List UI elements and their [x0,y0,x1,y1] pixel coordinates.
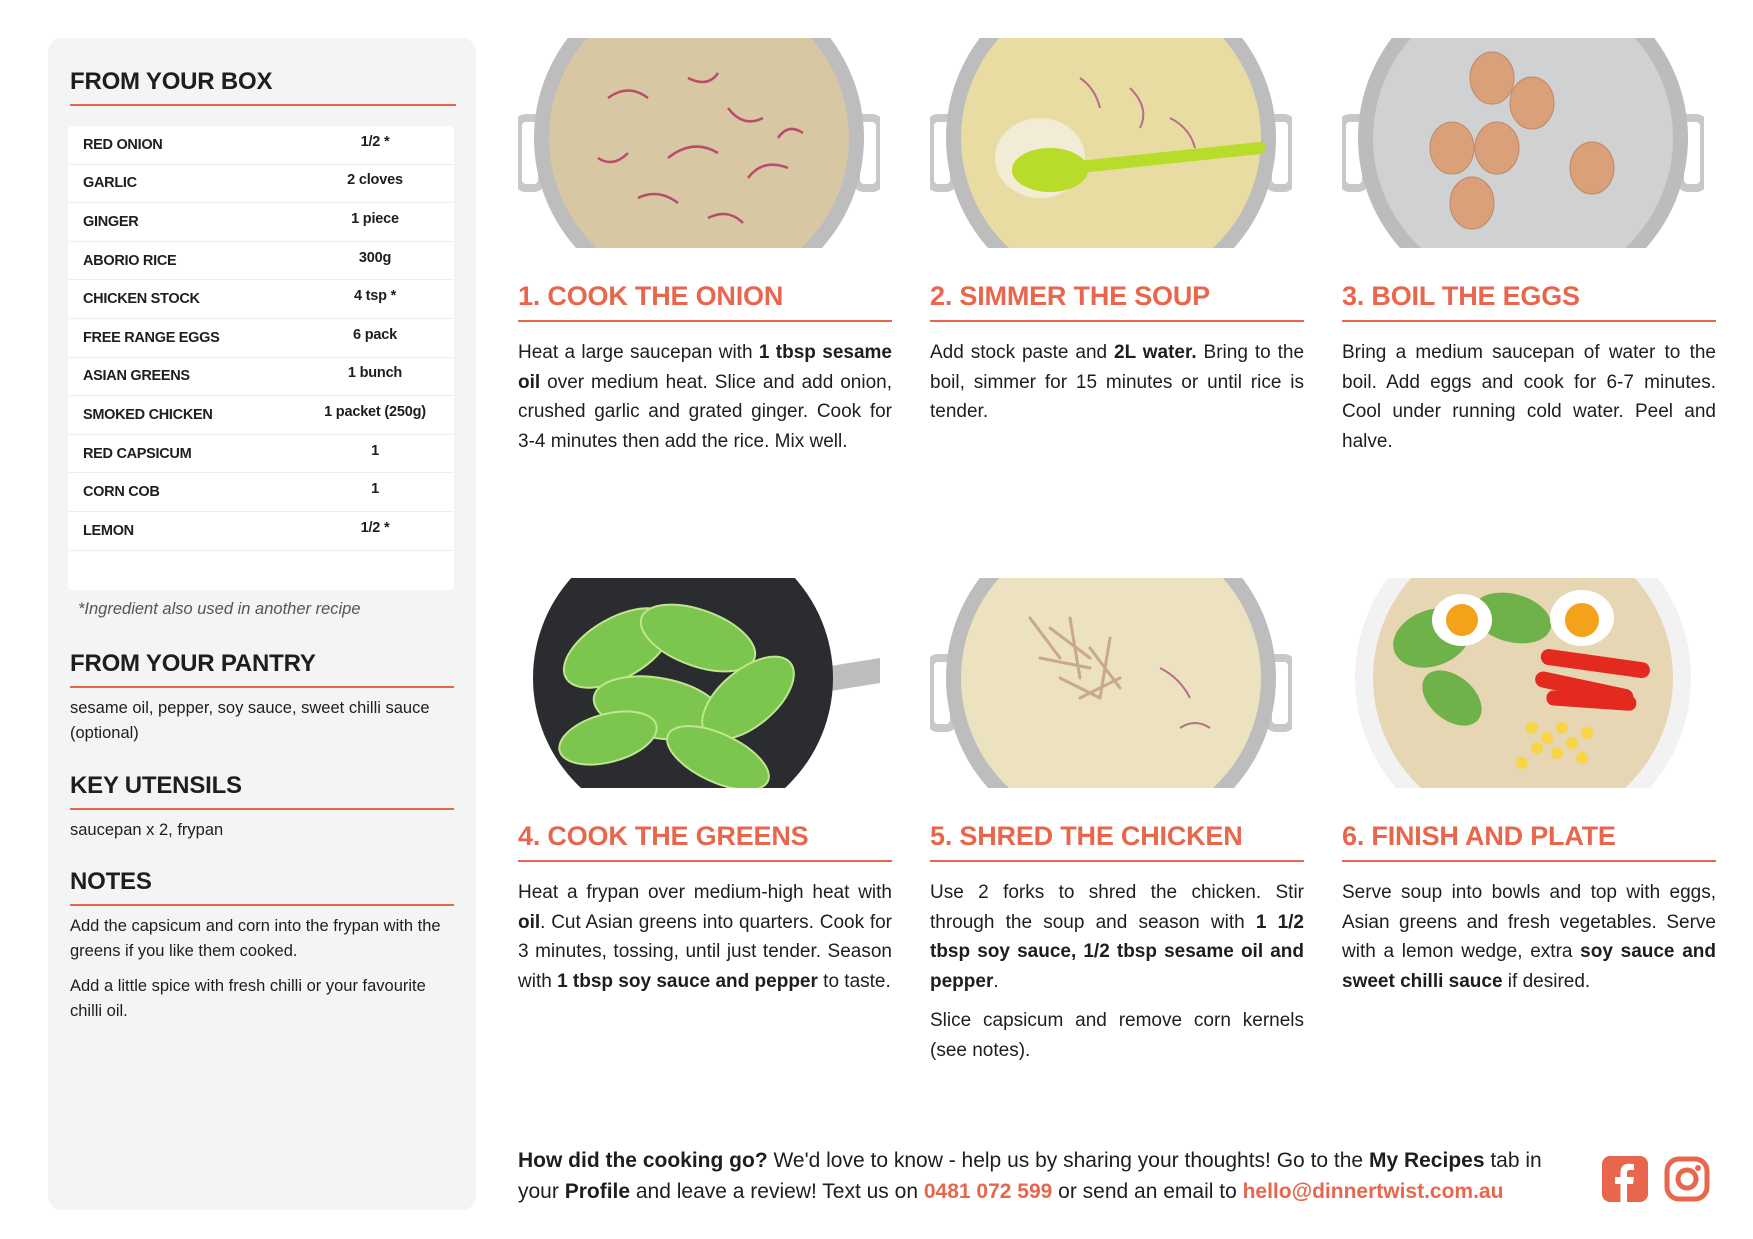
pantry-heading: FROM YOUR PANTRY [70,650,454,688]
ingredient-quantity: 1 [371,442,379,459]
step-text: Serve soup into bowls and top with eggs, Asian greens and fresh vegetables. Serve with a lemon wedge, extra [1342,882,1716,962]
ingredient-row [68,319,454,358]
ingredient-quantity: 6 pack [353,326,397,343]
feedback-text-2: tab in your [518,1149,1542,1203]
step-2-photo [930,38,1292,248]
ingredient-quantity: 1 piece [351,210,399,227]
step-1-text [518,338,892,466]
step-text: Add stock paste and [930,342,1115,363]
pantry-text: sesame oil, pepper, soy sauce, sweet chilli sauce (optional) [70,699,430,742]
ingredient-quantity: 1 bunch [347,365,403,382]
step-text: if desired. [1502,970,1591,992]
step-text: Heat a frypan over medium-high heat with [518,882,892,903]
step-4-title: 4. COOK THE GREENS [518,821,892,862]
step-6-title: 6. FINISH AND PLATE [1342,821,1716,862]
step-text: Use 2 forks to shred the chicken. Stir through the soup and season with [930,882,1304,933]
step-text-bold: 2L water. [1114,342,1197,363]
step-1 [518,38,892,452]
step-5-title: 5. SHRED THE CHICKEN [930,821,1304,862]
instagram-icon[interactable] [1664,1156,1710,1202]
step-6 [1342,578,1716,992]
step-text-bold: soy sauce and sweet chilli sauce [1342,941,1716,992]
step-3-title: 3. BOIL THE EGGS [1342,281,1716,322]
step-1-title: 1. COOK THE ONION [518,281,892,322]
step-text-bold: 1 tbsp soy sauce and pepper [557,970,818,992]
ingredient-name: SMOKED CHICKEN [83,406,213,423]
step-paragraph [1342,338,1716,456]
phone-number-link[interactable]: 0481 072 599 [923,1180,1053,1203]
ingredient-name: CHICKEN STOCK [83,291,200,308]
ingredient-name: FREE RANGE EGGS [83,329,220,346]
ingredient-quantity: 300g [358,249,392,266]
step-3 [1342,38,1716,452]
from-your-box-heading: FROM YOUR BOX [70,68,456,106]
ingredient-name: RED CAPSICUM [83,445,192,462]
ingredient-quantity: 2 cloves [347,172,403,189]
step-4-photo [518,578,880,788]
notes-list [70,914,456,1034]
step-text: Bring a medium saucepan of water to the boil. Add eggs and cook for 6-7 minutes. Cool under running cold water. Peel and halve. [1342,342,1716,452]
step-4-text [518,878,892,1006]
ingredient-row [68,358,454,397]
ingredient-row [68,435,454,474]
step-text: . [993,970,999,992]
step-paragraph [930,338,1304,427]
note-2: Add a little spice with fresh chilli or your favourite chilli oil. [70,977,426,1020]
ingredient-quantity: 1/2 * [360,519,390,536]
notes-heading: NOTES [70,868,454,906]
ingredient-row [68,512,454,551]
note-1: Add the capsicum and corn into the frypan with the greens if you like them cooked. [70,917,441,960]
facebook-icon[interactable] [1602,1156,1648,1202]
step-paragraph [930,878,1304,996]
ingredients-panel [48,38,476,1210]
feedback-text-4: or send an email to [1052,1180,1243,1203]
step-text: Slice capsicum and remove corn kernels (see notes). [930,1010,1304,1061]
ingredient-row [68,242,454,281]
ingredient-name: GARLIC [83,175,137,192]
feedback-text-3: and leave a review! Text us on [630,1180,924,1203]
ingredient-quantity: 1 packet (250g) [324,403,426,420]
step-paragraph [930,1006,1304,1065]
feedback-message [518,1145,1578,1207]
ingredients-table [68,126,454,590]
step-paragraph [1342,878,1716,996]
step-text-bold: oil [518,911,541,933]
step-5-text [930,878,1304,1075]
ingredient-name: LEMON [83,522,134,539]
email-link[interactable]: hello@dinnertwist.com.au [1242,1180,1504,1203]
ingredient-row [68,280,454,319]
ingredient-row [68,473,454,512]
step-1-photo [518,38,880,248]
step-text: over medium heat. Slice and add onion, crushed garlic and grated ginger. Cook for 3-4 minutes then add the rice. Mix well. [518,371,892,452]
ingredient-name: CORN COB [83,484,160,501]
step-text: Bring to the boil, simmer for 15 minutes or until rice is tender. [930,342,1305,422]
step-3-photo [1342,38,1704,248]
step-text-bold: 1 tbsp sesame oil [518,342,892,393]
ingredient-quantity: 1 [371,481,379,498]
step-2-text [930,338,1304,437]
my-recipes-link[interactable]: My Recipes [1368,1149,1485,1172]
ingredient-row [68,203,454,242]
step-4 [518,578,892,992]
step-text: to taste. [817,970,891,992]
step-2 [930,38,1305,422]
ingredient-quantity: 1/2 * [360,133,390,150]
step-text: . Cut Asian greens into quarters. Cook for 3 minutes, tossing, until just tender. Season with [518,911,892,992]
step-text-bold: 1 1/2 tbsp soy sauce, 1/2 tbsp sesame oil and pepper [930,911,1304,992]
ingredient-name: GINGER [83,213,139,230]
ingredient-name: RED ONION [83,136,163,153]
step-paragraph [518,338,892,456]
step-6-photo [1342,578,1704,788]
profile-link[interactable]: Profile [564,1180,631,1203]
step-paragraph [518,878,892,996]
ingredient-row [68,396,454,435]
ingredient-name: ASIAN GREENS [83,368,190,385]
utensils-heading: KEY UTENSILS [70,772,454,810]
utensils-text: saucepan x 2, frypan [70,821,224,839]
feedback-question: How did the cooking go? [518,1149,768,1172]
ingredient-quantity: 4 tsp * [353,288,397,305]
step-2-title: 2. SIMMER THE SOUP [930,281,1304,322]
step-5-photo [930,578,1292,788]
ingredient-footnote: *Ingredient also used in another recipe [78,600,361,618]
ingredient-row [68,165,454,204]
step-6-text [1342,878,1716,1006]
ingredient-row [68,126,454,165]
step-text: Heat a large saucepan with [518,342,759,363]
step-5 [930,578,1304,1061]
step-3-text [1342,338,1716,466]
feedback-text-1: We'd love to know - help us by sharing your thoughts! Go to the [767,1149,1369,1172]
ingredient-name: ABORIO RICE [83,252,177,269]
